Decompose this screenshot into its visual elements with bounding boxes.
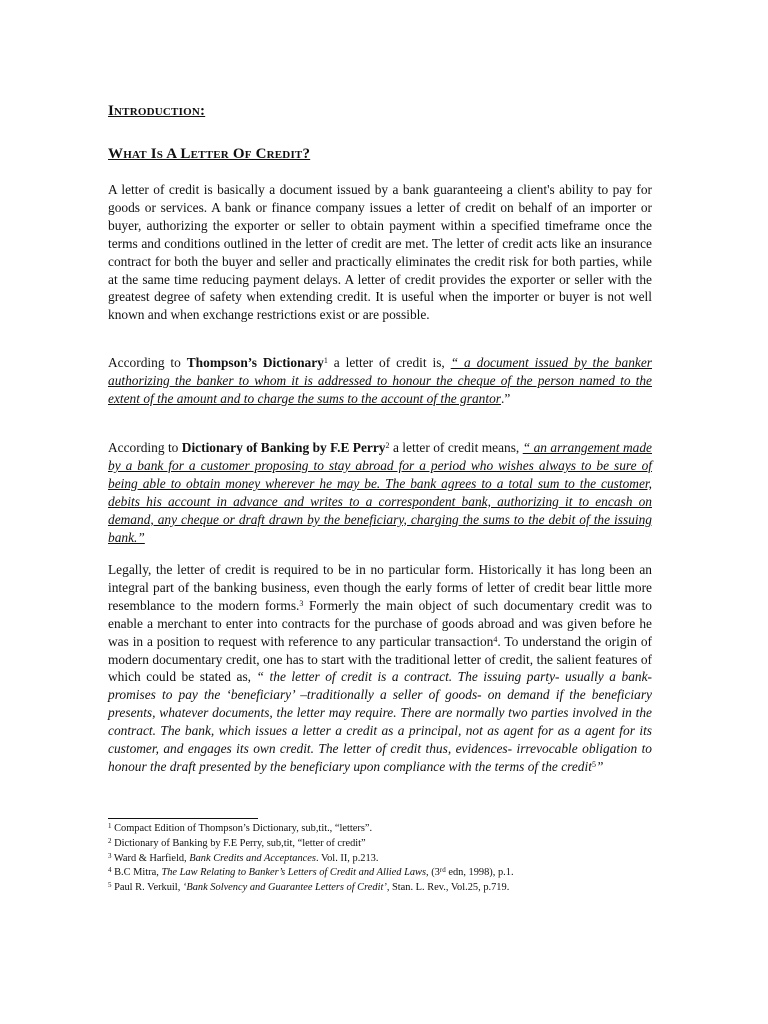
footnote-title: The Law Relating to Banker’s Letters of Credit and Allied Laws xyxy=(161,867,427,879)
text: According to xyxy=(108,355,187,370)
footnote-text: . Vol. II, p.213. xyxy=(315,852,379,864)
heading-what-is-letter-of-credit: What Is A Letter Of Credit? xyxy=(108,146,311,162)
footnote-3 xyxy=(108,852,668,867)
ordinal-suffix: rd xyxy=(439,866,446,875)
source-name: Dictionary of Banking by F.E Perry xyxy=(181,440,386,455)
text: Legally, the letter of credit is required to be in no particular form. Historically it has long been an integral part of the banking business, even though the early forms of letter of credit bear little more resemblance to the modern forms. xyxy=(108,562,652,613)
paragraph-dictionary-of-banking xyxy=(108,439,652,546)
footnote-2 xyxy=(108,837,668,852)
footnote-number: 2 xyxy=(108,836,112,845)
footnote-ref-3: 3 xyxy=(299,598,304,608)
footnote-text: Paul R. Verkuil, xyxy=(111,882,183,894)
quotation: “ a document issued by the banker authorizing the banker to whom it is addressed to honour the cheque of the person named to the extent of the amount and to charge the sums to the account of the grantor xyxy=(108,355,652,406)
heading-introduction: Introduction: xyxy=(108,103,206,119)
text: According to xyxy=(108,440,182,455)
paragraph-thompsons-dictionary xyxy=(108,354,652,408)
footnote-1 xyxy=(108,822,668,837)
footnote-ref-1: 1 xyxy=(323,356,328,365)
footnote-text: , (3 xyxy=(426,867,440,879)
quotation: “ an arrangement made by a bank for a customer proposing to stay abroad for a period who wishes always to be sure of being able to obtain money wherever he may be. The bank agrees to a total sum to the customer, debits his account in advance and writes to a correspondent bank, authorizing it to encash on demand, any cheque or draft drawn by the beneficiary, charging the sums to the debit of the issuing bank.” xyxy=(108,440,652,545)
footnote-4 xyxy=(108,866,668,881)
source-name: Thompson’s Dictionary xyxy=(186,355,324,370)
footnote-text: Dictionary of Banking by F.E Perry, sub,tit, “letter of credit” xyxy=(111,837,366,849)
footnote-title: Bank Credits and Acceptances xyxy=(189,852,316,864)
footnote-text: Compact Edition of Thompson’s Dictionary, sub,tit., “letters”. xyxy=(111,823,373,834)
footnote-number: 4 xyxy=(108,866,112,875)
footnote-5 xyxy=(108,881,668,896)
paragraph-legal-form xyxy=(108,561,652,776)
footnote-number: 1 xyxy=(108,822,112,830)
footnote-text: , Stan. L. Rev., Vol.25, p.719. xyxy=(386,882,510,894)
footnote-number: 5 xyxy=(108,881,112,890)
text: a letter of credit means, xyxy=(389,440,523,455)
footnotes xyxy=(108,822,668,896)
footnote-ref-5: 5 xyxy=(591,759,596,769)
text: a letter of credit is, xyxy=(327,355,451,370)
text: Formerly the main object of such documentary credit was to enable a merchant to enter into contracts for the purchase of goods abroad and was given before he was in a position to request with reference to any particular transaction xyxy=(108,597,652,649)
footnote-number: 3 xyxy=(108,851,112,860)
footnote-text: Ward & Harfield, xyxy=(111,852,190,864)
footnote-ref-2: 2 xyxy=(385,441,390,450)
text: ” xyxy=(595,758,604,774)
footnote-text: edn, 1998), p.1. xyxy=(445,867,514,879)
footnote-title: ‘Bank Solvency and Guarantee Letters of Credit’ xyxy=(182,882,387,894)
paragraph-definition: A letter of credit is basically a document issued by a bank guaranteeing a client's ability to pay for goods or services. A bank or finance company issues a letter of credit on behalf of an importer or buyer, authorizing the exporter or seller to obtain payment within a specified timeframe once the terms and conditions outlined in the letter of credit are met. The letter of credit acts like an insurance contract for both the buyer and seller and practically eliminates the credit risk for both parties, while at the same time reducing payment delays. A letter of credit provides the exporter or seller with the greatest degree of safety when extending credit. It is useful when the importer or buyer is not well known and when exchange restrictions exist or are possible. xyxy=(108,182,652,323)
quotation: “ the letter of credit is a contract. The issuing party- usually a bank- promises to pay the ‘beneficiary’ –traditionally a seller of goods- on demand if the beneficiary presents, whatever documents, the letter may require. There are normally two parties involved in the contract. The bank, which issues a letter a credit as a principal, not as agent for as a agent for its customer, and engages its own credit. The letter of credit thus, evidences- irrevocable obligation to honour the draft presented by the beneficiary upon compliance with the terms of the credit xyxy=(108,669,652,774)
text: .” xyxy=(500,390,511,406)
footnote-text: B.C Mitra, xyxy=(111,867,162,879)
footnote-ref-4: 4 xyxy=(493,634,498,644)
footnote-divider xyxy=(108,818,258,819)
text: . To understand the origin of modern documentary credit, one has to start with the traditional letter of credit, the salient features of which could be stated as, xyxy=(108,633,652,685)
